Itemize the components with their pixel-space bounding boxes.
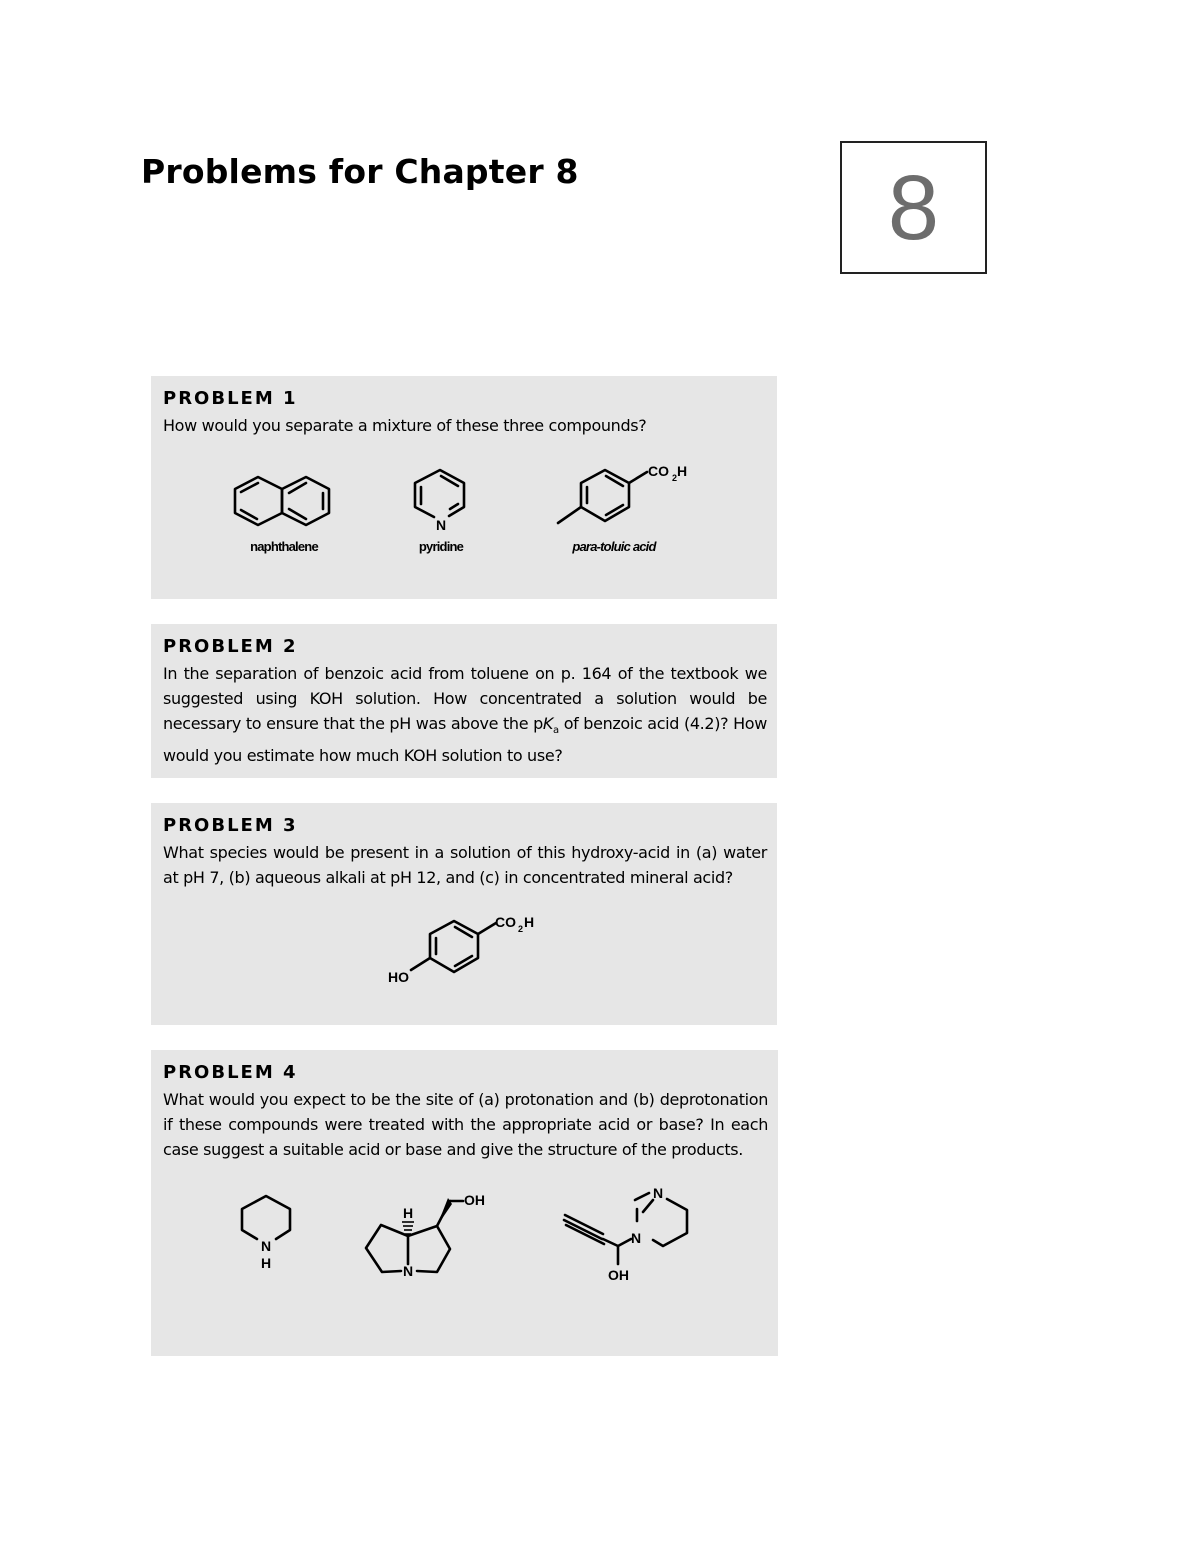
problem-1-heading: PROBLEM 1	[163, 388, 298, 409]
problem-4-heading: PROBLEM 4	[163, 1062, 298, 1083]
hydroxybenzoic-acid-structure	[411, 921, 496, 972]
primary-hydroxyl: OH	[464, 1192, 485, 1208]
para-toluic-acid-label: para-toluic acid	[572, 539, 656, 554]
secondary-hydroxyl: OH	[608, 1267, 629, 1283]
pyridine-label: pyridine	[418, 539, 464, 554]
pka-a-subscript: a	[553, 725, 559, 737]
problem-3-structure	[151, 803, 777, 1025]
problem-4-text: What would you expect to be the site of (a) protonation and (b) deprotonation if these compounds were treated with the appropriate acid or base? In each case suggest a suitable acid or base and give the structure of the products.	[163, 1090, 768, 1159]
piperidine-structure	[242, 1196, 290, 1239]
hydroxyl-group: HO	[388, 969, 409, 985]
para-toluic-acid-structure	[558, 470, 647, 523]
carboxyl-h: H	[524, 914, 535, 930]
ring-fusion-hydrogen: H	[403, 1205, 414, 1221]
problem-2-text	[163, 661, 767, 768]
tetrahydropyrimidine-alkynol-structure	[564, 1193, 687, 1264]
problem-2-text-part-2: of benzoic acid (4.2)? How would you estimate how much KOH solution to use?	[163, 714, 767, 766]
pyrrolizidine-nitrogen: N	[403, 1263, 414, 1279]
problem-1-box	[151, 376, 777, 599]
problem-2-text-part-1: In the separation of benzoic acid from toluene on p. 164 of the textbook we suggested using KOH solution. How concentrated a solution would be necessary to ensure that the pH was above the p	[163, 664, 767, 733]
chapter-number: 8	[887, 156, 940, 259]
problem-2-box	[151, 624, 777, 778]
amine-nitrogen: N	[631, 1230, 642, 1246]
naphthalene-label: naphthalene	[250, 539, 318, 554]
imine-nitrogen: N	[653, 1185, 664, 1201]
pyridine-nitrogen: N	[436, 517, 447, 533]
toluic-carboxyl-co: CO	[648, 463, 669, 479]
problem-3-text: What species would be present in a solution of this hydroxy-acid in (a) water at pH 7, (b) aqueous alkali at pH 12, and (c) in concentrated mineral acid?	[163, 843, 767, 887]
problem-3-heading: PROBLEM 3	[163, 815, 298, 836]
toluic-carboxyl-h: H	[677, 463, 688, 479]
problem-2-heading: PROBLEM 2	[163, 636, 298, 657]
carboxyl-subscript: 2	[518, 924, 524, 934]
piperidine-hydrogen: H	[261, 1255, 272, 1271]
problem-4-box	[151, 1050, 778, 1356]
problem-1-structures	[151, 376, 777, 599]
toluic-carboxyl-subscript: 2	[672, 473, 678, 483]
pka-k: K	[542, 714, 554, 733]
pyrrolizidine-alcohol-structure	[366, 1201, 463, 1272]
pyridine-structure	[415, 470, 464, 517]
problem-1-text: How would you separate a mixture of these three compounds?	[163, 416, 647, 435]
chapter-number-box	[840, 141, 987, 274]
page-title: Problems for Chapter 8	[141, 152, 579, 191]
carboxyl-co: CO	[495, 914, 516, 930]
piperidine-nitrogen: N	[261, 1238, 272, 1254]
naphthalene-structure	[235, 477, 329, 525]
problem-3-box	[151, 803, 777, 1025]
problem-4-structures	[151, 1050, 778, 1356]
